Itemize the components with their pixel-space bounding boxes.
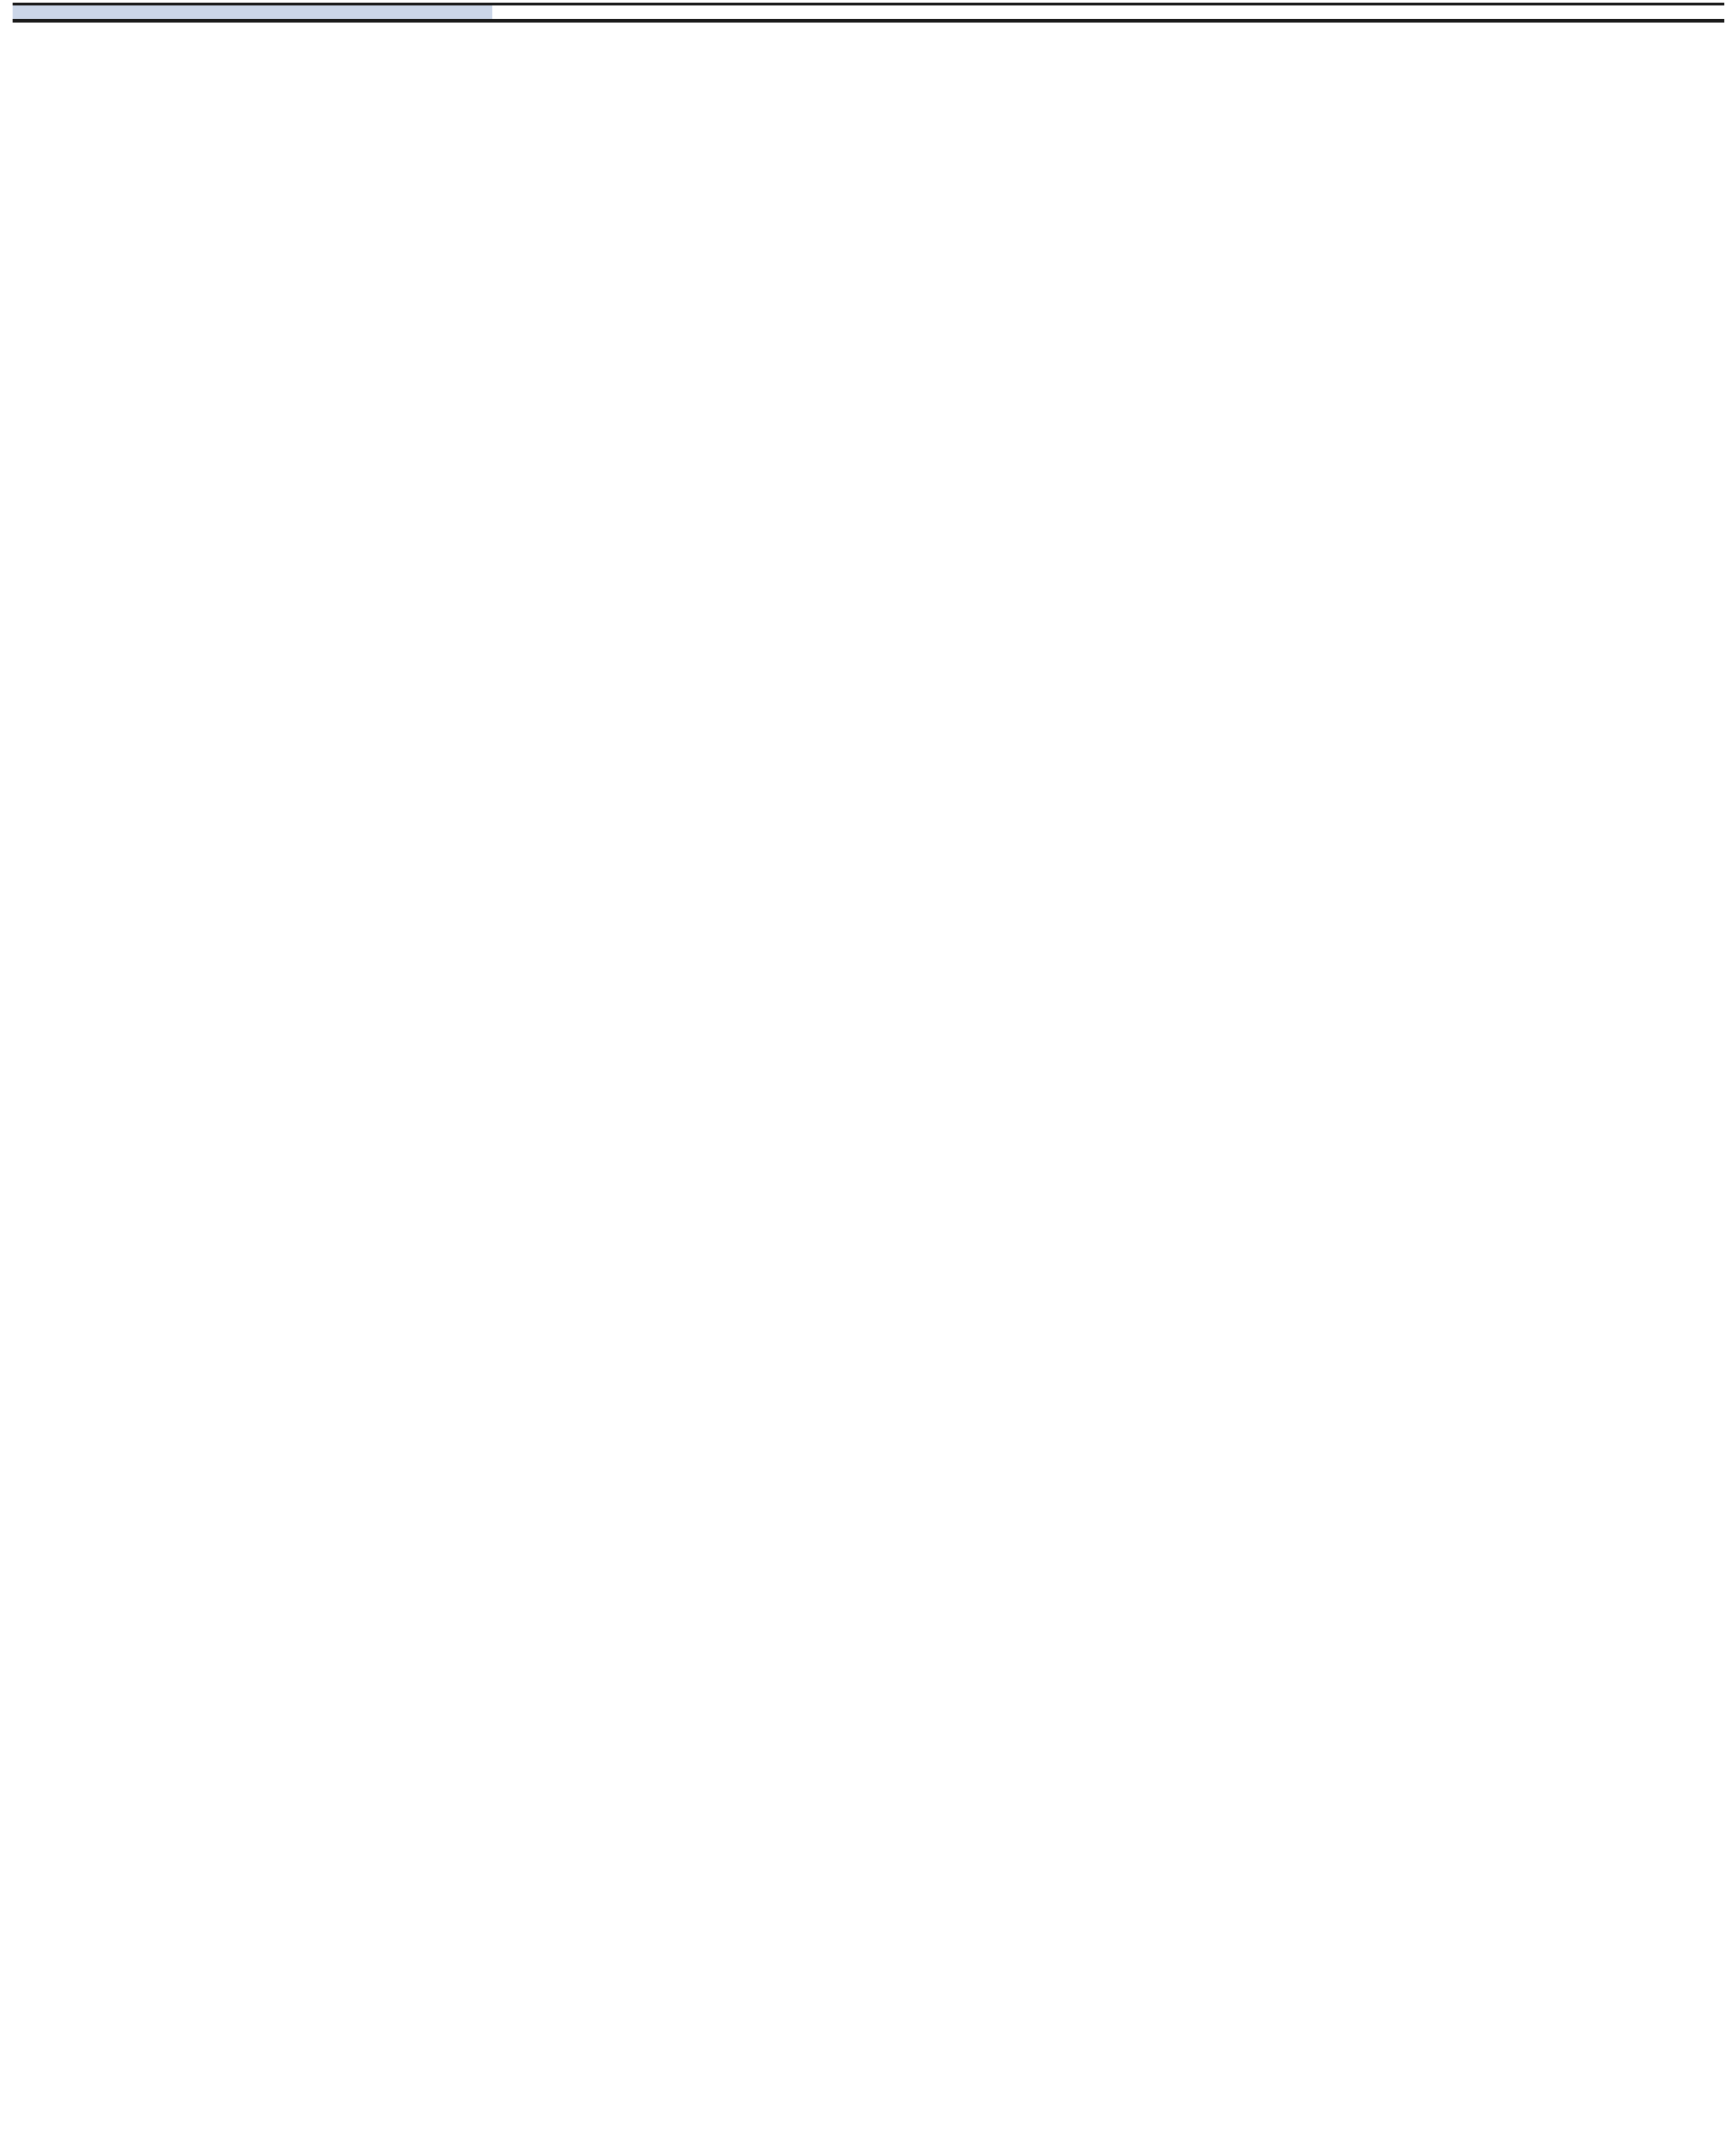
table-header [13, 5, 1724, 21]
footer-rule-table [13, 21, 1724, 23]
data-table [13, 5, 1724, 21]
footer-rule [13, 22, 1724, 23]
region-header-spacer [13, 5, 492, 16]
document-page [13, 0, 1724, 30]
